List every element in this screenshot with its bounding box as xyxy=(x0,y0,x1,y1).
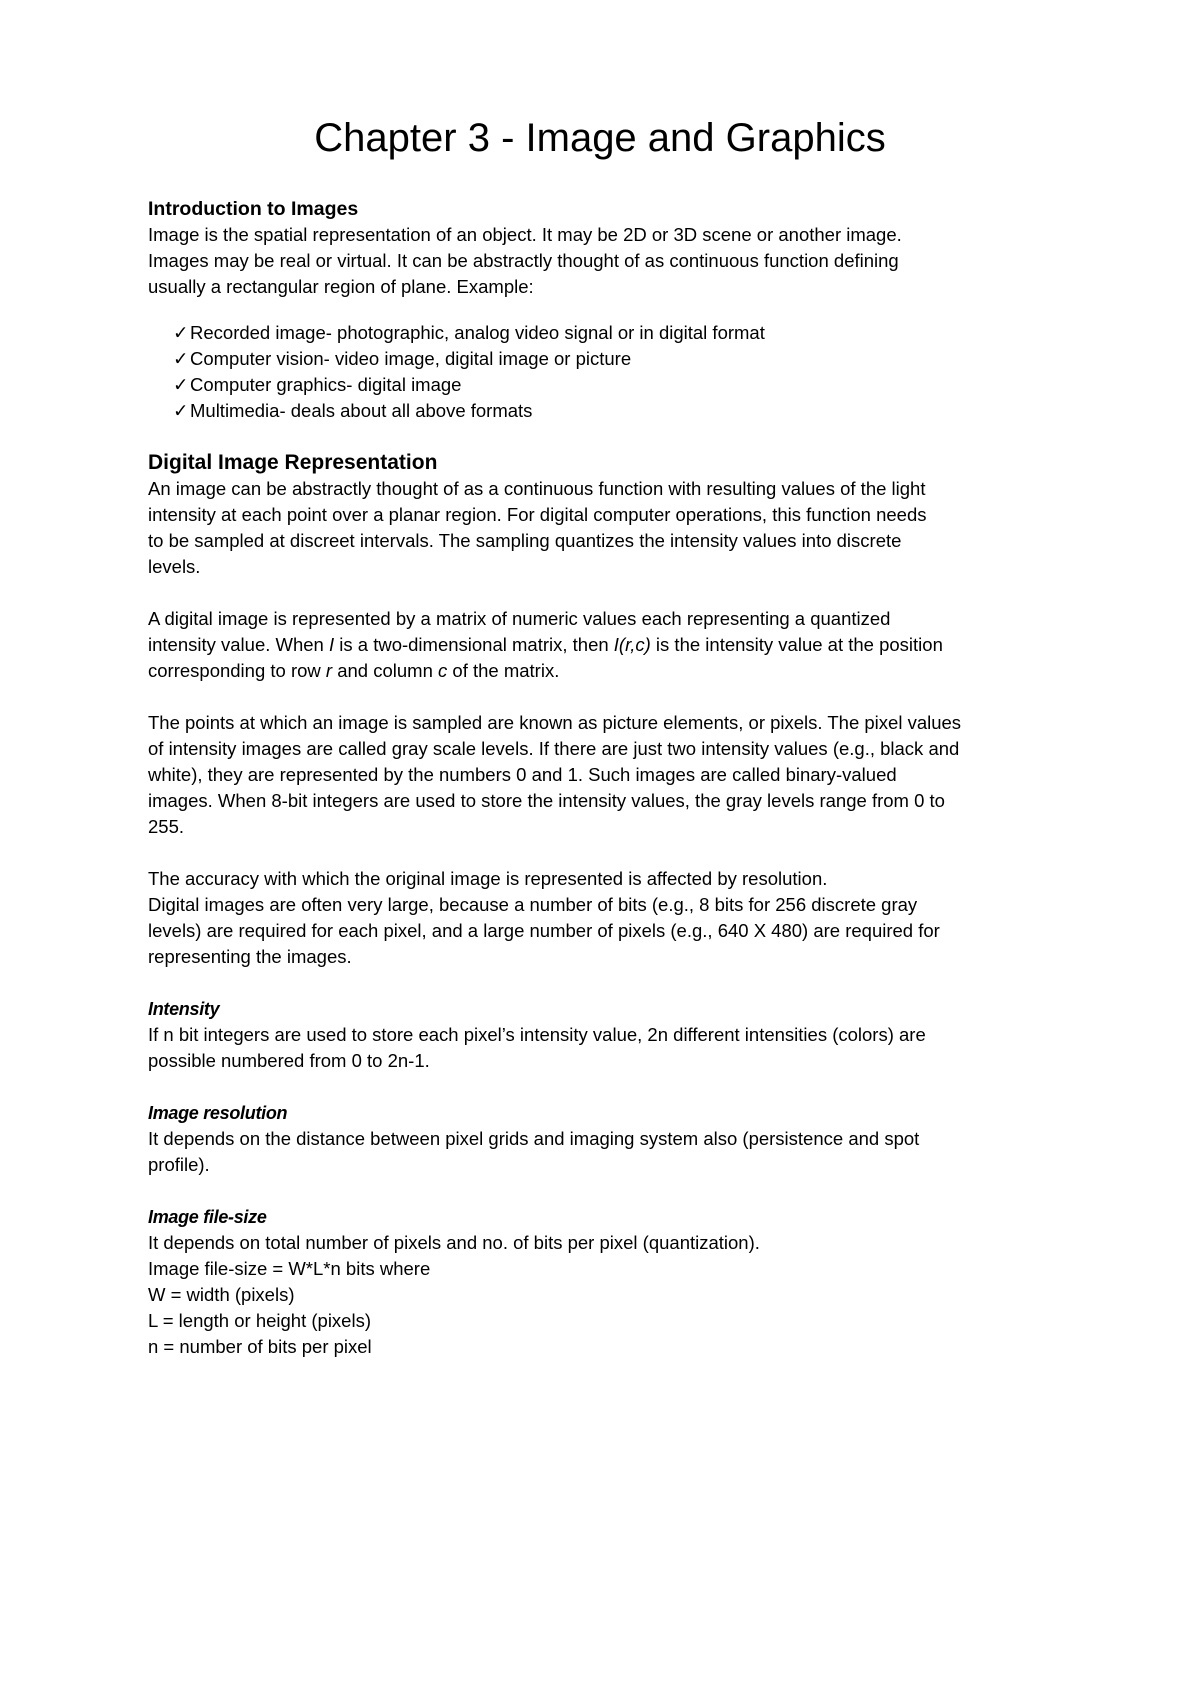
example-list xyxy=(173,320,1068,424)
paragraph-line: n = number of bits per pixel xyxy=(148,1336,372,1357)
paragraph-line: Image is the spatial representation of an object. It may be 2D or 3D scene or another image. xyxy=(148,224,902,245)
paragraph-line: The accuracy with which the original image is represented is affected by resolution. xyxy=(148,868,828,889)
paragraph-line: of intensity images are called gray scale levels. If there are just two intensity values (e.g., black and xyxy=(148,738,960,759)
paragraph-line: 255. xyxy=(148,816,185,837)
checkmark-icon: ✓ xyxy=(173,374,189,395)
paragraph-line: It depends on total number of pixels and no. of bits per pixel (quantization). xyxy=(148,1232,760,1253)
paragraph-line: to be sampled at discreet intervals. The sampling quantizes the intensity values into discrete xyxy=(148,530,902,551)
paragraph-line: levels) are required for each pixel, and a large number of pixels (e.g., 640 X 480) are required for xyxy=(148,920,940,941)
paragraph-line: profile). xyxy=(148,1154,210,1175)
paragraph-line: The points at which an image is sampled are known as picture elements, or pixels. The pixel values xyxy=(148,712,962,733)
checkmark-icon: ✓ xyxy=(173,322,189,343)
paragraph-line: A digital image is represented by a matrix of numeric values each representing a quantized xyxy=(148,608,891,629)
paragraph-line: possible numbered from 0 to 2n-1. xyxy=(148,1050,430,1071)
subsection-heading-intensity: Intensity xyxy=(148,999,220,1019)
document-body xyxy=(148,196,1068,1360)
paragraph-line: If n bit integers are used to store each pixel’s intensity value, 2n different intensities (colors) are xyxy=(148,1024,926,1045)
checkmark-icon: ✓ xyxy=(173,400,189,421)
subsection-heading-filesize: Image file-size xyxy=(148,1207,267,1227)
list-item: ✓Computer vision- video image, digital image or picture xyxy=(173,346,1068,372)
checkmark-icon: ✓ xyxy=(173,348,189,369)
section-heading-intro: Introduction to Images xyxy=(148,198,359,220)
paragraph-line: Image file-size = W*L*n bits where xyxy=(148,1258,431,1279)
paragraph-line: An image can be abstractly thought of as a continuous function with resulting values of the light xyxy=(148,478,926,499)
list-item: ✓Multimedia- deals about all above formats xyxy=(173,398,1068,424)
paragraph-line: representing the images. xyxy=(148,946,352,967)
paragraph-line: images. When 8-bit integers are used to store the intensity values, the gray levels range from 0 to xyxy=(148,790,945,811)
paragraph-line: W = width (pixels) xyxy=(148,1284,295,1305)
paragraph-line: It depends on the distance between pixel grids and imaging system also (persistence and spot xyxy=(148,1128,920,1149)
list-item: ✓Recorded image- photographic, analog video signal or in digital format xyxy=(173,320,1068,346)
paragraph-line: intensity value. When I is a two-dimensional matrix, then I(r,c) is the intensity value at the position xyxy=(148,634,943,655)
section-heading-digital: Digital Image Representation xyxy=(148,451,438,474)
list-item: ✓Computer graphics- digital image xyxy=(173,372,1068,398)
page-title: Chapter 3 - Image and Graphics xyxy=(314,116,886,160)
paragraph-line: white), they are represented by the numbers 0 and 1. Such images are called binary-valued xyxy=(148,764,897,785)
paragraph-line: Digital images are often very large, because a number of bits (e.g., 8 bits for 256 discrete gray xyxy=(148,894,918,915)
paragraph-line: corresponding to row r and column c of the matrix. xyxy=(148,660,560,681)
paragraph-line: L = length or height (pixels) xyxy=(148,1310,371,1331)
paragraph-line: levels. xyxy=(148,556,201,577)
paragraph-line: Images may be real or virtual. It can be abstractly thought of as continuous function defining xyxy=(148,250,899,271)
paragraph-line: intensity at each point over a planar region. For digital computer operations, this function needs xyxy=(148,504,927,525)
subsection-heading-resolution: Image resolution xyxy=(148,1103,288,1123)
paragraph-line: usually a rectangular region of plane. Example: xyxy=(148,276,534,297)
